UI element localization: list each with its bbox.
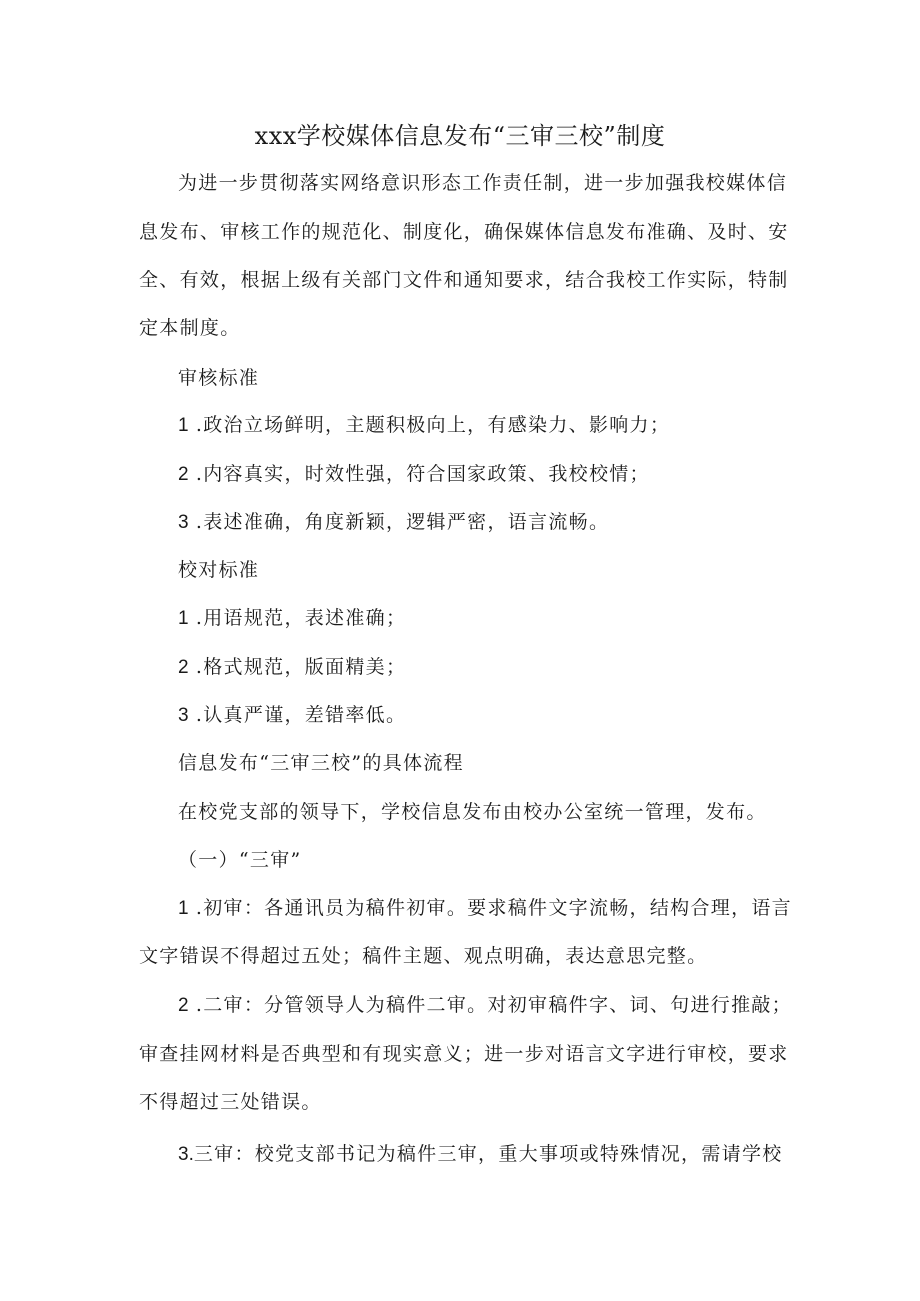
- review-item-1-text: .政治立场鲜明，主题积极向上，有感染力、影响力；: [195, 414, 671, 436]
- second-review-num: 2: [178, 995, 189, 1016]
- first-review-num: 1: [178, 898, 189, 919]
- review-item-2: [178, 459, 650, 490]
- third-review-line-1: [178, 1139, 783, 1170]
- proof-item-1: [178, 603, 406, 634]
- intro-line-4: 定本制度。: [139, 317, 241, 339]
- review-item-3-text: .表述准确，角度新颖，逻辑严密，语言流畅。: [195, 511, 610, 533]
- intro-line-2: 息发布、审核工作的规范化、制度化，确保媒体信息发布准确、及时、安: [139, 221, 789, 243]
- second-review-text-1: .二审：分管领导人为稿件二审。对初审稿件字、词、句进行推敲；: [195, 994, 792, 1016]
- review-item-3-num: 3: [178, 512, 189, 533]
- process-heading: 信息发布“三审三校”的具体流程: [178, 752, 464, 774]
- review-item-1-num: 1: [178, 415, 189, 436]
- proof-standard-heading: 校对标准: [178, 559, 260, 581]
- section-one-heading: （一）“三审”: [178, 849, 302, 871]
- second-review-line-2: 审查挂网材料是否典型和有现实意义；进一步对语言文字进行审校，要求: [139, 1043, 789, 1065]
- document-title: xxx学校媒体信息发布“三审三校”制度: [254, 122, 666, 150]
- process-intro: 在校党支部的领导下，学校信息发布由校办公室统一管理，发布。: [178, 801, 767, 823]
- review-item-3: [178, 507, 609, 538]
- proof-item-2: [178, 652, 406, 683]
- intro-line-3: 全、有效，根据上级有关部门文件和通知要求，结合我校工作实际，特制: [139, 269, 789, 291]
- review-standard-heading: 审核标准: [178, 367, 260, 389]
- first-review-text-1: .初审：各通讯员为稿件初审。要求稿件文字流畅，结构合理，语言: [195, 897, 792, 919]
- proof-item-1-text: .用语规范，表述准确；: [195, 607, 407, 629]
- review-item-1: [178, 410, 670, 441]
- proof-item-3-text: .认真严谨，差错率低。: [195, 704, 407, 726]
- first-review-line-1: [178, 893, 792, 924]
- third-review-text-1: 三审：校党支部书记为稿件三审，重大事项或特殊情况，需请学校: [193, 1143, 783, 1165]
- second-review-line-3: 不得超过三处错误。: [139, 1091, 322, 1113]
- proof-item-2-text: .格式规范，版面精美；: [195, 656, 407, 678]
- second-review-line-1: [178, 990, 792, 1021]
- proof-item-3-num: 3: [178, 705, 189, 726]
- review-item-2-num: 2: [178, 464, 189, 485]
- proof-item-2-num: 2: [178, 657, 189, 678]
- proof-item-3: [178, 700, 406, 731]
- first-review-line-2: 文字错误不得超过五处；稿件主题、观点明确，表达意思完整。: [139, 945, 708, 967]
- review-item-2-text: .内容真实，时效性强，符合国家政策、我校校情；: [195, 463, 650, 485]
- third-review-num: 3.: [178, 1144, 194, 1165]
- intro-line-1: 为进一步贯彻落实网络意识形态工作责任制，进一步加强我校媒体信: [178, 172, 788, 194]
- proof-item-1-num: 1: [178, 608, 189, 629]
